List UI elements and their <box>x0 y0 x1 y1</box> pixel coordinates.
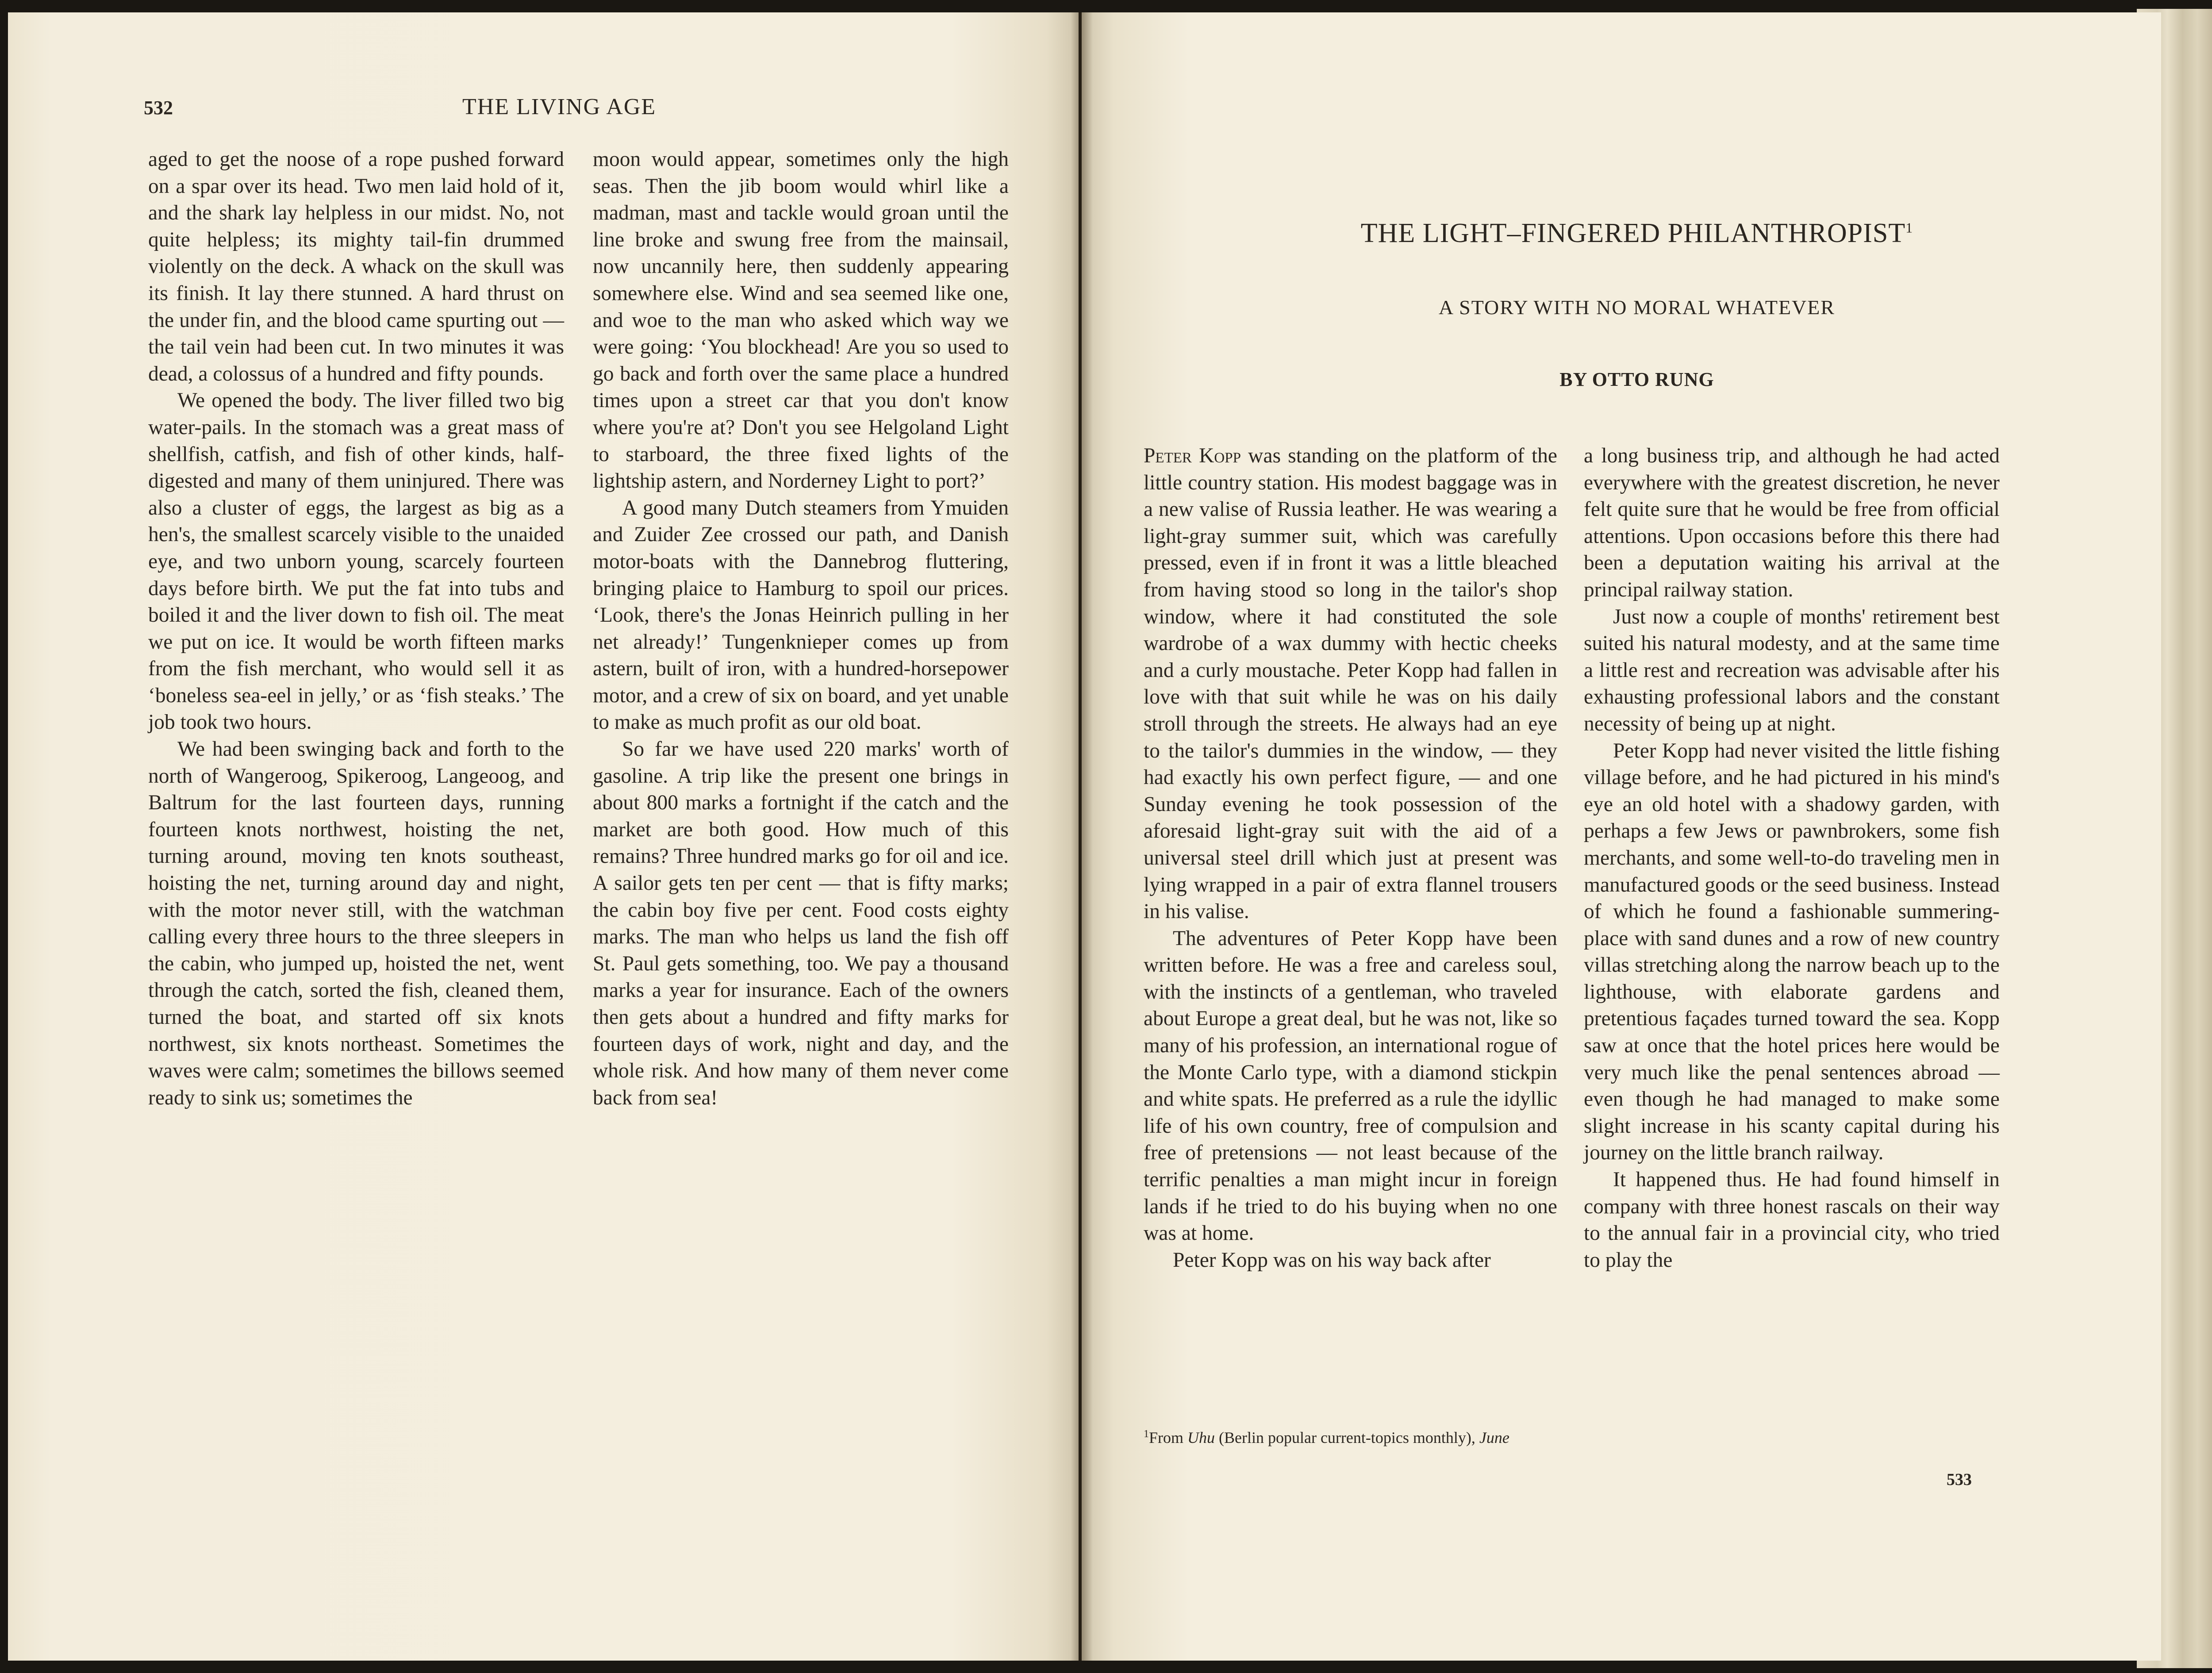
paragraph: It happened thus. He had found himself in company with three honest rascals on their way to the annual fair in a provincial city, who tried to play the <box>1584 1168 2000 1272</box>
lead-words: Peter Kopp <box>1144 444 1241 467</box>
title-footnote-mark: 1 <box>1905 219 1913 236</box>
paragraph: Peter Kopp was on his way back after <box>1173 1248 1491 1272</box>
paragraph: We had been swinging back and forth to the north of Wangeroog, Spikeroog, Langeoog, and Baltrum for the last fourteen days, running fourteen knots northwest, hoisting the net, turning around, moving ten knots southeast, hoisting the net, turning around day and night, with the motor never still, with the watchman calling every three hours to the three sleepers in the cabin, who jumped up, hoisted the net, went through the catch, sorted the fish, cleaned them, turned the boat, and started off six knots northwest, six knots northeast. Sometimes the waves were calm; sometimes the billows seemed ready to sink us; sometimes the <box>148 738 564 1109</box>
article-subtitle: A STORY WITH NO MORAL WHATEVER <box>1438 296 1836 319</box>
left-column-2 <box>593 146 1009 1111</box>
byline: BY OTTO RUNG <box>1559 369 1714 390</box>
book-gutter <box>1071 12 1093 1661</box>
right-column-1 <box>1144 442 1557 1273</box>
right-column-2 <box>1584 442 2000 1273</box>
paragraph: Peter Kopp had never visited the little fishing village before, and he had pictured in his mind's eye an old hotel with a shadowy garden, with perhaps a few Jews or pawnbrokers, some fish merchants, and some well-to-do traveling men in manufactured goods or the seed business. Instead of which he found a fashionable summering-place with sand dunes and a row of new country villas stretching along the narrow beach up to the lighthouse, with elaborate gardens and pretentious façades turned toward the sea. Kopp saw at once that the hotel prices here would be very much like the penal sentences abroad — even though he had managed to make some slight increase in his scanty capital during his journey on the little branch railway. <box>1584 739 2000 1165</box>
footnote-text: (Berlin popular current-topics monthly), <box>1215 1429 1479 1446</box>
footnote <box>1144 1424 1562 1448</box>
running-head: THE LIVING AGE <box>462 94 657 119</box>
paragraph: So far we have used 220 marks' worth of gasoline. A trip like the present one brings in about 800 marks a fortnight if the catch and the market are both good. How much of this remains? Three hundred marks go for oil and ice. A sailor gets ten per cent — that is fifty marks; the cabin boy five per cent. Food costs eighty marks. The man who helps us land the fish off St. Paul gets something, too. We pay a thousand marks a year for insurance. Each of the owners then gets about a hundred and fifty marks for fourteen days of work, night and day, and the whole risk. And how many of them never come back from sea! <box>593 738 1009 1109</box>
paragraph: A good many Dutch steamers from Ymuiden and Zuider Zee crossed our path, and Danish motor-boats with the Dannebrog fluttering, bringing plaice to Hamburg to spoil our prices. ‘Look, there's the Jonas Heinrich pulling in her net already!’ Tungenknieper comes up from astern, built of iron, with a hundred-horsepower motor, and a crew of six on board, and yet unable to make as much profit as our old boat. <box>593 496 1009 734</box>
right-page-number: 533 <box>1947 1470 1972 1489</box>
article-title <box>1194 218 2079 249</box>
left-column-1 <box>148 146 564 1111</box>
paragraph: aged to get the noose of a rope pushed forward on a spar over its head. Two men laid hold of it, and the shark lay helpless in our midst. No, not quite helpless; its mighty tail-fin drummed violently on the deck. A whack on the skull was its finish. It lay there stunned. A hard thrust on the under fin, and the blood came spurting out — the tail vein had been cut. In two minutes it was dead, a colossus of a hundred and fifty pounds. <box>148 148 564 385</box>
paragraph: Just now a couple of months' retirement best suited his natural modesty, and at the same time a little rest and recreation was advisable after his exhausting professional labors and the constant necessity of being up at night. <box>1584 605 2000 735</box>
footnote-mark: 1 <box>1144 1428 1149 1440</box>
paragraph: We opened the body. The liver filled two big water-pails. In the stomach was a great mass of shellfish, catfish, and fish of other kinds, half-digested and many of them uninjured. There was also a cluster of eggs, the largest as big as a hen's, the smallest scarcely visible to the unaided eye, and two unborn young, scarcely fourteen days before birth. We put the fat into tubs and boiled it and the liver down to fish oil. The meat we put on ice. It would be worth fifteen marks from the fish merchant, who would sell it as ‘boneless sea-eel in jelly,’ or as ‘fish steaks.’ The job took two hours. <box>148 389 564 734</box>
title-text: THE LIGHT–FINGERED PHILANTHROPIST <box>1360 218 1906 248</box>
paragraph: moon would appear, sometimes only the high seas. Then the jib boom would whirl like a madman, mast and tackle would groan until the line broke and swung free from the mainsail, now uncannily here, then suddenly appearing somewhere else. Wind and sea seemed like one, and woe to the man who asked which way we were going: ‘You blockhead! Are you so used to go back and forth over the same place a hundred times upon a street car that you don't know where you're at? Don't you see Helgoland Light to starboard, the three fixed lights of the lightship astern, and Norderney Light to port?’ <box>593 148 1009 493</box>
footnote-source: Uhu <box>1187 1429 1215 1446</box>
paragraph-text: was standing on the platform of the little country station. His modest baggage was in a new valise of Russia leather. He was wearing a light-gray summer suit, which was carefully pressed, even if in front it was a little bleached from having stood so long in the tailor's shop window, where it had constituted the sole wardrobe of a wax dummy with hectic cheeks and a curly moustache. Peter Kopp had fallen in love with that suit while he was on his daily stroll through the streets. He always had an eye to the tailor's dummies in the window, — they had exactly his own perfect figure, — and one Sunday evening he took possession of the aforesaid light-gray suit with the aid of a universal steel drill which just at present was lying wrapped in a pair of extra flannel trousers in his valise. <box>1144 444 1557 923</box>
paragraph: a long business trip, and although he had acted everywhere with the greatest discretion, he never felt quite sure that he would be free from official attentions. Upon occasions before this there had been a deputation waiting his arrival at the principal railway station. <box>1584 444 2000 601</box>
left-page-number: 532 <box>144 97 173 119</box>
paragraph: The adventures of Peter Kopp have been written before. He was a free and careless soul, with the instincts of a gentleman, who traveled about Europe a great deal, but he was not, like so many of his profession, an international rogue of the Monte Carlo type, with a diamond stickpin and white spats. He preferred as a rule the idyllic life of his own country, free of compulsion and free of pretensions — not least because of the terrific penalties a man might incur in foreign lands if he tried to do his buying when no one was at home. <box>1144 927 1557 1245</box>
paragraph <box>1144 442 1557 925</box>
footnote-text: From <box>1149 1429 1188 1446</box>
footnote-month: June <box>1479 1429 1509 1446</box>
